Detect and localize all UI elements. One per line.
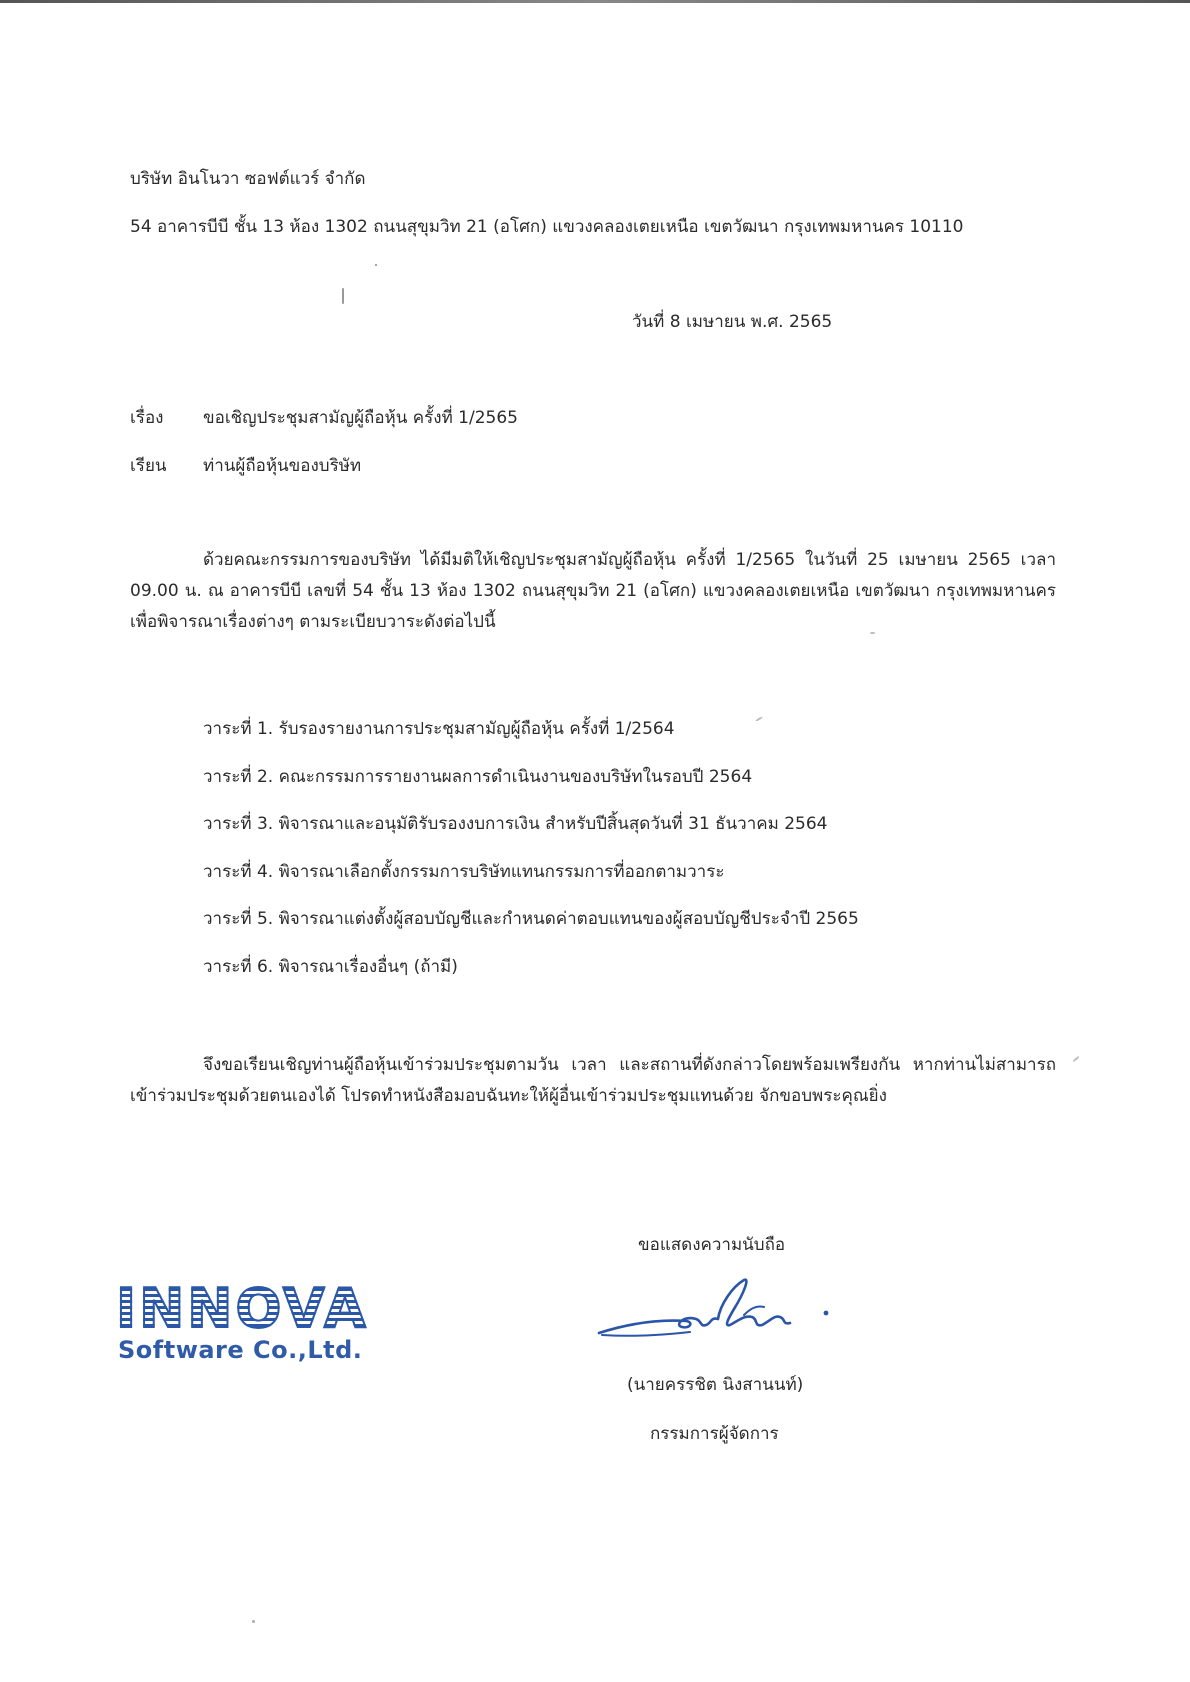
closing-paragraph: จึงขอเรียนเชิญท่านผู้ถือหุ้นเข้าร่วมประชุมตามวัน เวลา และสถานที่ดังกล่าวโดยพร้อมเพรียงกัน หากท่านไม่สามารถ เข้าร่วมประชุมด้วยตนเองได้ โปรดทำหนังสือมอบฉันทะให้ผู้อื่นเข้าร่วมประชุมแทนด้วย จักขอบพระคุณยิ่ง	[130, 1055, 1056, 1106]
letter-date: วันที่ 8 เมษายน พ.ศ. 2565	[632, 312, 833, 332]
company-logo	[116, 1277, 416, 1364]
scan-top-edge	[0, 0, 1190, 3]
agenda-item-2: วาระที่ 2. คณะกรรมการรายงานผลการดำเนินงานของบริษัทในรอบปี 2564	[203, 766, 753, 787]
company-address: 54 อาคารบีบี ชั้น 13 ห้อง 1302 ถนนสุขุมวิท 21 (อโศก) แขวงคลองเตยเหนือ เขตวัฒนา กรุงเทพมหานคร 10110	[130, 217, 964, 237]
signer-title: กรรมการผู้จัดการ	[650, 1424, 779, 1444]
invitation-paragraph: ด้วยคณะกรรมการของบริษัท ได้มีมติให้เชิญประชุมสามัญผู้ถือหุ้น ครั้งที่ 1/2565 ในวันที่ 25 เมษายน 2565 เวลา 09.00 น. ณ อาคารบีบี เลขที่ 54 ชั้น 13 ห้อง 1302 ถนนสุขุมวิท 21 (อโศก) แขวงคลองเตยเหนือ เขตวัฒนา กรุงเทพมหานคร เพื่อพิจารณาเรื่องต่างๆ ตามระเบียบวาระดังต่อไปนี้	[130, 550, 1056, 632]
agenda-item-3: วาระที่ 3. พิจารณาและอนุมัติรับรองงบการเงิน สำหรับปีสิ้นสุดวันที่ 31 ธันวาคม 2564	[203, 814, 828, 834]
agenda-item-6: วาระที่ 6. พิจารณาเรื่องอื่นๆ (ถ้ามี)	[203, 956, 458, 977]
company-name: บริษัท อินโนวา ซอฟต์แวร์ จำกัด	[130, 169, 366, 189]
agenda-list	[203, 718, 859, 1003]
recipient-text: ท่านผู้ถือหุ้นของบริษัท	[203, 456, 362, 476]
subject-text: ขอเชิญประชุมสามัญผู้ถือหุ้น ครั้งที่ 1/2565	[203, 408, 518, 428]
closing-salutation: ขอแสดงความนับถือ	[638, 1235, 786, 1255]
recipient-label: เรียน	[130, 456, 167, 476]
logo-sub-text: Software Co.,Ltd.	[118, 1336, 363, 1364]
signer-name: (นายครรชิต นิงสานนท์)	[627, 1375, 804, 1395]
logo-main-text: INNOVA	[116, 1277, 369, 1340]
agenda-item-5: วาระที่ 5. พิจารณาแต่งตั้งผู้สอบบัญชีและกำหนดค่าตอบแทนของผู้สอบบัญชีประจำปี 2565	[203, 909, 859, 929]
handwritten-signature	[594, 1275, 834, 1345]
agenda-item-1: วาระที่ 1. รับรองรายงานการประชุมสามัญผู้ถือหุ้น ครั้งที่ 1/2564	[203, 719, 675, 739]
agenda-item-4: วาระที่ 4. พิจารณาเลือกตั้งกรรมการบริษัทแทนกรรมการที่ออกตามวาระ	[203, 861, 725, 882]
subject-label: เรื่อง	[130, 408, 164, 428]
